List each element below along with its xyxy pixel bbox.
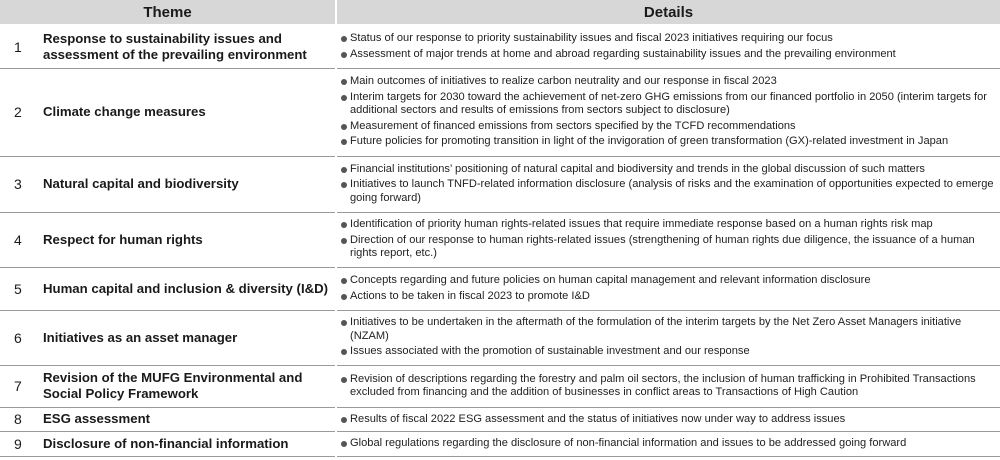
row-theme: Initiatives as an asset manager xyxy=(35,310,336,365)
table-header-row xyxy=(0,0,1000,25)
detail-text: Initiatives to launch TNFD-related information disclosure (analysis of risks and the examination of opportunities expected to emerge going forward) xyxy=(350,178,994,204)
detail-text: Status of our response to priority sustainability issues and fiscal 2023 initiatives requiring our focus xyxy=(350,32,833,45)
bullet-icon xyxy=(341,222,347,228)
bullet-icon xyxy=(341,238,347,244)
detail-text: Issues associated with the promotion of sustainable investment and our response xyxy=(350,345,750,358)
detail-text: Revision of descriptions regarding the forestry and palm oil sectors, the inclusion of human trafficking in Prohibited Transactions excluded from financing and the addition of businesses in conflict areas to Transactions of High Caution xyxy=(350,372,976,398)
bullet-icon xyxy=(341,417,347,423)
row-number: 4 xyxy=(0,212,35,267)
row-details xyxy=(336,25,1000,68)
table-row xyxy=(0,407,1000,432)
theme-column-header: Theme xyxy=(0,0,336,25)
row-theme: ESG assessment xyxy=(35,407,336,432)
row-details xyxy=(336,310,1000,365)
detail-item xyxy=(341,345,1000,359)
detail-item xyxy=(341,316,1000,343)
row-theme: Human capital and inclusion & diversity (I&D) xyxy=(35,267,336,310)
table-row xyxy=(0,310,1000,365)
detail-item xyxy=(341,437,1000,451)
bullet-icon xyxy=(341,441,347,447)
row-number: 3 xyxy=(0,156,35,212)
table-row xyxy=(0,212,1000,267)
row-details xyxy=(336,68,1000,156)
row-number: 5 xyxy=(0,267,35,310)
detail-text: Identification of priority human rights-related issues that require immediate response based on a human rights risk map xyxy=(350,218,933,231)
detail-item xyxy=(341,178,1000,205)
detail-item xyxy=(341,373,1000,400)
table-row xyxy=(0,432,1000,457)
detail-text: Assessment of major trends at home and abroad regarding sustainability issues and the prevailing environment xyxy=(350,47,896,60)
row-number: 9 xyxy=(0,432,35,457)
detail-item xyxy=(341,32,1000,46)
detail-text: Results of fiscal 2022 ESG assessment and the status of initiatives now under way to address issues xyxy=(350,412,846,425)
detail-item xyxy=(341,91,1000,118)
bullet-icon xyxy=(341,36,347,42)
row-theme: Revision of the MUFG Environmental and Social Policy Framework xyxy=(35,365,336,407)
row-details xyxy=(336,212,1000,267)
row-theme: Climate change measures xyxy=(35,68,336,156)
detail-text: Interim targets for 2030 toward the achievement of net-zero GHG emissions from our financed portfolio in 2050 (interim targets for additional sectors and results of emissions from sectors subject to disclosure) xyxy=(350,90,987,117)
table-row xyxy=(0,25,1000,68)
bullet-icon xyxy=(341,182,347,188)
row-theme: Respect for human rights xyxy=(35,212,336,267)
detail-text: Future policies for promoting transition in light of the invigoration of green transformation (GX)-related investment in Japan xyxy=(350,135,949,148)
detail-text: Direction of our response to human rights-related issues (strengthening of human rights due diligence, the issuance of a human rights report, etc.) xyxy=(350,233,975,260)
row-details xyxy=(336,407,1000,432)
row-details xyxy=(336,365,1000,407)
row-number: 1 xyxy=(0,25,35,68)
detail-item xyxy=(341,413,1000,427)
table-row xyxy=(0,156,1000,212)
bullet-icon xyxy=(341,349,347,355)
details-column-header: Details xyxy=(336,0,1000,25)
bullet-icon xyxy=(341,124,347,130)
bullet-icon xyxy=(341,52,347,58)
detail-item xyxy=(341,234,1000,261)
row-theme: Disclosure of non-financial information xyxy=(35,432,336,457)
row-details xyxy=(336,156,1000,212)
bullet-icon xyxy=(341,79,347,85)
bullet-icon xyxy=(341,294,347,300)
row-theme: Natural capital and biodiversity xyxy=(35,156,336,212)
table-row xyxy=(0,365,1000,407)
bullet-icon xyxy=(341,320,347,326)
detail-text: Actions to be taken in fiscal 2023 to promote I&D xyxy=(350,289,590,302)
detail-text: Concepts regarding and future policies on human capital management and relevant information disclosure xyxy=(350,274,871,286)
detail-item xyxy=(341,274,1000,288)
detail-item xyxy=(341,218,1000,232)
detail-text: Global regulations regarding the disclosure of non-financial information and issues to be addressed going forward xyxy=(350,437,907,449)
table-row xyxy=(0,267,1000,310)
table-row xyxy=(0,68,1000,156)
detail-item xyxy=(341,120,1000,134)
detail-item xyxy=(341,163,1000,177)
bullet-icon xyxy=(341,139,347,145)
bullet-icon xyxy=(341,278,347,284)
detail-text: Main outcomes of initiatives to realize carbon neutrality and our response in fiscal 2023 xyxy=(350,75,777,88)
row-number: 2 xyxy=(0,68,35,156)
bullet-icon xyxy=(341,95,347,101)
detail-item xyxy=(341,135,1000,149)
detail-text: Measurement of financed emissions from sectors specified by the TCFD recommendations xyxy=(350,119,796,132)
detail-item xyxy=(341,290,1000,304)
detail-item xyxy=(341,75,1000,89)
detail-text: Financial institutions’ positioning of natural capital and biodiversity and trends in the global discussion of such matters xyxy=(350,162,925,175)
row-number: 8 xyxy=(0,407,35,432)
detail-item xyxy=(341,48,1000,62)
bullet-icon xyxy=(341,377,347,383)
row-theme: Response to sustainability issues and assessment of the prevailing environment xyxy=(35,25,336,68)
row-details xyxy=(336,432,1000,457)
row-details xyxy=(336,267,1000,310)
bullet-icon xyxy=(341,167,347,173)
row-number: 7 xyxy=(0,365,35,407)
detail-text: Initiatives to be undertaken in the aftermath of the formulation of the interim targets by the Net Zero Asset Managers initiative (NZAM) xyxy=(350,316,962,342)
row-number: 6 xyxy=(0,310,35,365)
